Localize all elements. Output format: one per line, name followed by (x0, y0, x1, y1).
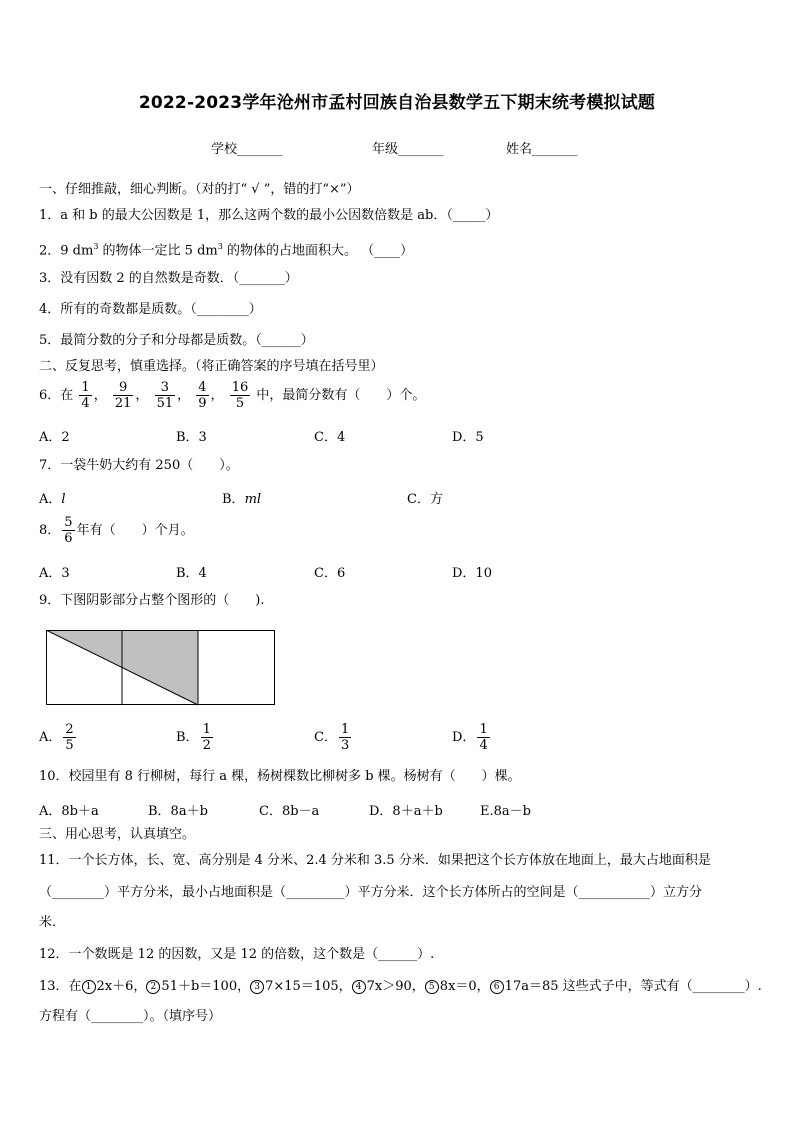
question-9: 9．下图阴影部分占整个图形的（ ). (39, 593, 265, 608)
circled-number: 6 (490, 980, 504, 994)
question-1: 1．a 和 b 的最大公因数是 1，那么这两个数的最小公因数倍数是 ab．（_____） (39, 208, 499, 223)
q6-option-a[interactable]: A．2 (39, 430, 70, 445)
circled-number: 5 (425, 980, 439, 994)
q9-option-b[interactable]: B． $\frac{1}{2}$ (176, 722, 211, 753)
q10-option-a[interactable]: A．8b＋a (39, 804, 99, 819)
question-2-part-c: 的物体的占地面积大。 （____） (222, 243, 414, 259)
q10-option-d[interactable]: D．8＋a＋b (369, 804, 443, 819)
q10-option-c[interactable]: C．8b－a (259, 804, 320, 819)
q10-option-b[interactable]: B．8a＋b (148, 804, 208, 819)
circled-number: 4 (352, 980, 366, 994)
question-2-part-a: 2．9 dm (39, 243, 94, 259)
q7-option-b[interactable]: B．ml (222, 492, 262, 507)
question-6: 6．在 $\frac{1}{4}$ ， $\frac{9}{21}$ ， $\frac{3}{51}$ ， $\frac{4}{9}$ ， $\frac{16}{5}$ 中，最简分数有（ ）个。 (39, 380, 426, 411)
q7-option-a[interactable]: A．l (39, 492, 66, 507)
q8-option-c[interactable]: C．6 (314, 566, 346, 581)
q6-option-d[interactable]: D．5 (452, 430, 484, 445)
question-3: 3．没有因数 2 的自然数是奇数．（_______） (39, 271, 298, 286)
circled-number: 3 (250, 980, 264, 994)
fraction: $\frac{5}{6}$ (64, 515, 73, 546)
question-5: 5．最简分数的分子和分母都是质数。（______） (39, 333, 314, 348)
circled-number: 2 (146, 980, 160, 994)
fraction: $\frac{1}{4}$ (479, 722, 488, 753)
q6-option-b[interactable]: B．3 (176, 430, 207, 445)
fraction: $\frac{3}{51}$ (156, 380, 174, 411)
q7-option-c[interactable]: C．方 (407, 492, 443, 507)
fraction: $\frac{9}{21}$ (114, 380, 132, 411)
q9-option-c[interactable]: C． $\frac{1}{3}$ (314, 722, 350, 753)
q8-option-d[interactable]: D．10 (452, 566, 492, 581)
q9-option-d[interactable]: D． $\frac{1}{4}$ (452, 722, 488, 753)
section-1-heading: 一、仔细推敲，细心判断。（对的打“ √ ”，错的打“×”） (39, 182, 360, 197)
question-8: 8． $\frac{5}{6}$ 年有（ ）个月。 (39, 515, 194, 546)
question-12: 12．一个数既是 12 的因数，又是 12 的倍数，这个数是（______）. (39, 947, 435, 962)
fraction: $\frac{1}{4}$ (81, 380, 90, 411)
question-11-line-1: 11．一个长方体，长、宽、高分别是 4 分米、2.4 分米和 3.5 分米．如果把这个长方体放在地面上，最大占地面积是 (39, 853, 711, 868)
q8-option-b[interactable]: B．4 (176, 566, 207, 581)
q9-option-a[interactable]: A． $\frac{2}{5}$ (39, 722, 74, 753)
grade-field[interactable]: 年级_______ (372, 142, 444, 157)
page-title: 2022-2023学年沧州市孟村回族自治县数学五下期末统考模拟试题 (138, 93, 656, 113)
name-field[interactable]: 姓名_______ (506, 142, 578, 157)
fraction: $\frac{1}{2}$ (202, 722, 211, 753)
question-6-prefix: 6．在 (39, 388, 74, 403)
question-11-line-2: （________）平方分米，最小占地面积是（_________）平方分米．这个长方体所占的空间是（___________）立方分 (39, 885, 703, 900)
fraction: $\frac{2}{5}$ (65, 722, 74, 753)
fraction: $\frac{16}{5}$ (231, 380, 249, 411)
superscript: 3 (93, 242, 99, 251)
section-3-heading: 三、用心思考，认真填空。 (39, 827, 196, 842)
q10-option-e[interactable]: E.8a－b (480, 804, 531, 819)
school-field[interactable]: 学校_______ (211, 142, 283, 157)
fraction: $\frac{1}{3}$ (340, 722, 350, 753)
question-7: 7．一袋牛奶大约有 250（ ）。 (39, 458, 239, 473)
q8-option-a[interactable]: A．3 (39, 566, 70, 581)
question-13-line-2: 方程有（________）。（填序号） (39, 1009, 222, 1024)
fraction: $\frac{4}{9}$ (198, 380, 207, 411)
question-10: 10．校园里有 8 行柳树，每行 a 棵，杨树棵数比柳树多 b 棵。杨树有（ ）棵。 (39, 769, 521, 784)
question-13-line-1: 13．在 1 2x＋6， 2 51＋b＝100， 3 7×15＝105， 4 7x＞90， 5 8x＝0， 6 17a＝85 这些式子中，等式有（________）. (39, 979, 762, 994)
question-6-suffix: 中，最简分数有（ ）个。 (256, 388, 426, 403)
question-11-line-3: 米． (39, 915, 66, 930)
question-2-part-b: 的物体一定比 5 dm (98, 243, 218, 259)
q6-option-c[interactable]: C．4 (314, 430, 346, 445)
circled-number: 1 (82, 980, 96, 994)
superscript: 3 (217, 242, 223, 251)
question-4: 4．所有的奇数都是质数。（________） (39, 302, 262, 317)
question-2 (39, 238, 413, 260)
section-2-heading: 二、反复思考，慎重选择。（将正确答案的序号填在括号里） (39, 359, 384, 374)
shaded-rectangle-figure (46, 630, 276, 706)
